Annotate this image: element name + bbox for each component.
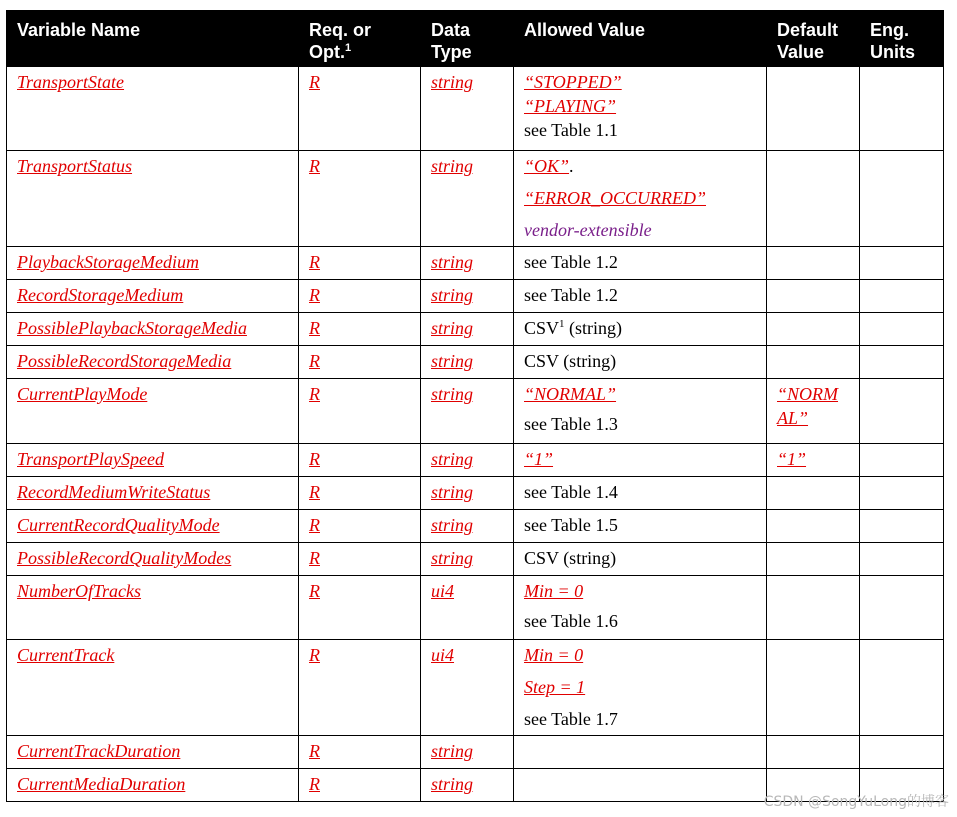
req-link[interactable]: R: [309, 741, 320, 761]
allowed-value-text: see Table 1.4: [524, 482, 618, 502]
allowed-value-cell: [514, 769, 767, 802]
default-value-link[interactable]: “NORM: [777, 384, 839, 404]
default-value-cell: [767, 346, 860, 379]
eng-units-cell: [860, 576, 944, 640]
type-link[interactable]: string: [431, 515, 474, 535]
header-footnote-mark: 1: [345, 42, 352, 54]
header-eng-units: Eng. Units: [860, 11, 944, 67]
variable-link[interactable]: PossibleRecordQualityModes: [17, 548, 232, 568]
variable-link[interactable]: RecordMediumWriteStatus: [17, 482, 211, 502]
type-link[interactable]: string: [431, 741, 474, 761]
allowed-value-text: CSV (string): [524, 351, 617, 371]
variable-link[interactable]: CurrentPlayMode: [17, 384, 148, 404]
default-value-cell: [767, 640, 860, 736]
allowed-value-text: see Table 1.2: [524, 285, 618, 305]
table-row: [7, 346, 944, 379]
type-link[interactable]: string: [431, 156, 474, 176]
default-value-link[interactable]: AL”: [777, 408, 809, 428]
table-row: [7, 543, 944, 576]
type-link[interactable]: string: [431, 548, 474, 568]
default-value-cell: [767, 151, 860, 247]
variable-link[interactable]: CurrentTrack: [17, 645, 115, 665]
eng-units-cell: [860, 510, 944, 543]
separator: .: [569, 156, 574, 176]
eng-units-cell: [860, 477, 944, 510]
header-variable-name: Variable Name: [7, 11, 299, 67]
allowed-value-text: CSV (string): [524, 548, 617, 568]
eng-units-cell: [860, 444, 944, 477]
req-link[interactable]: R: [309, 515, 320, 535]
eng-units-cell: [860, 640, 944, 736]
req-link[interactable]: R: [309, 482, 320, 502]
default-value-cell: [767, 510, 860, 543]
allowed-value-link[interactable]: “STOPPED”: [524, 72, 622, 92]
table-row: [7, 640, 944, 736]
eng-units-cell: [860, 247, 944, 280]
watermark: CSDN @SongYuLong的博客: [763, 794, 949, 810]
req-link[interactable]: R: [309, 252, 320, 272]
eng-units-cell: [860, 346, 944, 379]
type-link[interactable]: string: [431, 72, 474, 92]
table-row: [7, 444, 944, 477]
req-link[interactable]: R: [309, 581, 320, 601]
allowed-value-text: see Table 1.1: [524, 120, 618, 140]
type-link[interactable]: string: [431, 482, 474, 502]
eng-units-cell: [860, 543, 944, 576]
default-value-cell: [767, 736, 860, 769]
vendor-extensible-text: vendor-extensible: [524, 220, 652, 240]
default-value-cell: [767, 477, 860, 510]
variable-link[interactable]: RecordStorageMedium: [17, 285, 184, 305]
req-link[interactable]: R: [309, 351, 320, 371]
allowed-value-cell: [514, 736, 767, 769]
default-value-cell: [767, 67, 860, 151]
type-link[interactable]: ui4: [431, 581, 455, 601]
table-row: [7, 67, 944, 151]
variable-link[interactable]: NumberOfTracks: [17, 581, 142, 601]
variable-link[interactable]: CurrentRecordQualityMode: [17, 515, 220, 535]
allowed-value-link[interactable]: “1”: [524, 449, 554, 469]
type-link[interactable]: string: [431, 318, 474, 338]
table-row: [7, 477, 944, 510]
req-link[interactable]: R: [309, 645, 320, 665]
req-link[interactable]: R: [309, 72, 320, 92]
type-link[interactable]: ui4: [431, 645, 455, 665]
variable-link[interactable]: PossibleRecordStorageMedia: [17, 351, 232, 371]
header-default-value: Default Value: [767, 11, 860, 67]
header-req-opt: Req. or Opt.$^1$: [299, 11, 421, 67]
req-link[interactable]: R: [309, 449, 320, 469]
allowed-value-link[interactable]: Min = 0: [524, 581, 584, 601]
req-link[interactable]: R: [309, 548, 320, 568]
table-row: [7, 379, 944, 444]
allowed-value-text: see Table 1.5: [524, 515, 618, 535]
default-value-cell: [767, 280, 860, 313]
type-link[interactable]: string: [431, 384, 474, 404]
variable-link[interactable]: TransportPlaySpeed: [17, 449, 164, 469]
eng-units-cell: [860, 67, 944, 151]
default-value-cell: [767, 313, 860, 346]
type-link[interactable]: string: [431, 351, 474, 371]
eng-units-cell: [860, 280, 944, 313]
allowed-value-link[interactable]: Min = 0: [524, 645, 584, 665]
default-value-link[interactable]: “1”: [777, 449, 807, 469]
table-row: [7, 510, 944, 543]
allowed-value-text: see Table 1.7: [524, 709, 618, 729]
allowed-value-link[interactable]: “ERROR_OCCURRED”: [524, 188, 706, 208]
state-variables-table: [6, 10, 944, 802]
variable-link[interactable]: TransportState: [17, 72, 125, 92]
req-link[interactable]: R: [309, 156, 320, 176]
default-value-cell: [767, 576, 860, 640]
variable-link[interactable]: PossiblePlaybackStorageMedia: [17, 318, 247, 338]
eng-units-cell: [860, 151, 944, 247]
eng-units-cell: [860, 379, 944, 444]
allowed-value-text: see Table 1.2: [524, 252, 618, 272]
allowed-value-link[interactable]: “PLAYING”: [524, 96, 617, 116]
variable-link[interactable]: PlaybackStorageMedium: [17, 252, 199, 272]
default-value-cell: [767, 543, 860, 576]
variable-link[interactable]: TransportStatus: [17, 156, 133, 176]
allowed-value-link[interactable]: “NORMAL”: [524, 384, 617, 404]
header-allowed-value: Allowed Value: [514, 11, 767, 67]
variable-link[interactable]: CurrentTrackDuration: [17, 741, 181, 761]
allowed-value-link[interactable]: “OK”: [524, 156, 570, 176]
header-data-type: Data Type: [421, 11, 514, 67]
table-row: [7, 313, 944, 346]
table-row: [7, 736, 944, 769]
type-link[interactable]: string: [431, 285, 474, 305]
allowed-value-link[interactable]: Step = 1: [524, 677, 586, 697]
req-link[interactable]: R: [309, 384, 320, 404]
footnote-mark: 1: [559, 318, 565, 330]
eng-units-cell: [860, 313, 944, 346]
default-value-cell: [767, 247, 860, 280]
table-row: [7, 280, 944, 313]
type-link[interactable]: string: [431, 774, 474, 794]
variable-link[interactable]: CurrentMediaDuration: [17, 774, 186, 794]
type-link[interactable]: string: [431, 252, 474, 272]
allowed-value-text: see Table 1.3: [524, 414, 618, 434]
table-row: [7, 576, 944, 640]
table-row: [7, 151, 944, 247]
type-link[interactable]: string: [431, 449, 474, 469]
allowed-value-text: CSV$^1$ (string): [524, 318, 623, 338]
req-link[interactable]: R: [309, 285, 320, 305]
header-row: [7, 11, 944, 67]
table-row: [7, 247, 944, 280]
req-link[interactable]: R: [309, 318, 320, 338]
req-link[interactable]: R: [309, 774, 320, 794]
eng-units-cell: [860, 736, 944, 769]
allowed-value-text: see Table 1.6: [524, 611, 618, 631]
